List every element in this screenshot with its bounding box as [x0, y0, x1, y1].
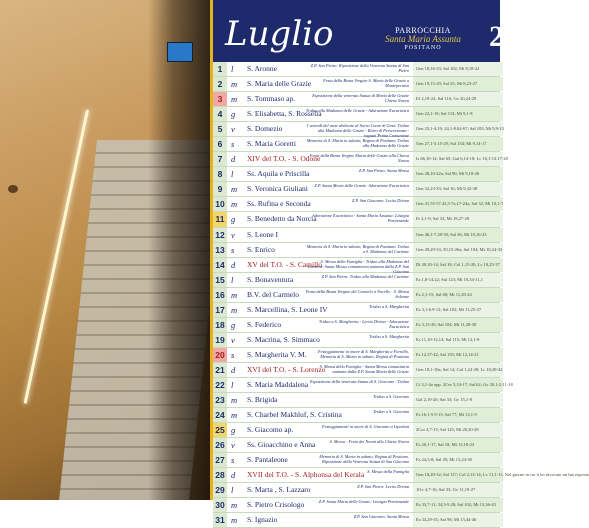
- parish-event: Esposizione della venerata Statua di S. Giacomo - Triduo: [310, 378, 409, 384]
- day-row: [213, 137, 500, 152]
- day-of-week: v: [231, 440, 235, 451]
- saint-name: S. Benedetto da Norcia: [247, 214, 317, 224]
- parish-event: Esposizione della venerata Statua di Maria delle Grazie Chiesa Nuova: [312, 93, 409, 104]
- day-number: 7: [213, 152, 227, 166]
- liturgy-readings: Gen 27,1-5.15-29; Sal 134; Mt 9,14-17: [413, 137, 503, 151]
- day-list: [213, 62, 589, 528]
- day-of-week: g: [231, 425, 236, 436]
- day-number: 28: [213, 468, 227, 482]
- saint-name: S. Domezio: [247, 124, 283, 134]
- day-row: [213, 273, 500, 288]
- liturgy-readings: Gen 18,1-10a; Sal 14; Col 1,24-28; Lc 10,38-42: [413, 363, 503, 377]
- saint-name: Ss. Rufina e Seconda: [247, 199, 311, 209]
- saint-name: XVI del T.O. - S. Lorenzo: [247, 364, 326, 374]
- day-of-week: s: [231, 244, 235, 255]
- saint-name: S. Maria Maddalena: [247, 379, 309, 389]
- parish-event: Memoria di S. Maria in sabato; Regina di Positano. Triduo a S. Madonna del Carmine: [306, 243, 409, 254]
- shadowed-wall: [148, 0, 210, 500]
- liturgy-readings: Ef 2,19-22; Sal 116; Gv 20,24-29: [413, 92, 503, 106]
- day-row: [213, 288, 500, 303]
- parish-event: Z.P. San Pietro: Riposizione della Venerata Statua di San Pietro: [310, 63, 409, 73]
- display-screen: [167, 42, 193, 62]
- saint-name: S. Pantaleone: [247, 455, 288, 465]
- liturgy-readings: 2Cor 4,7-15; Sal 125; Mt 20,20-28: [413, 423, 503, 437]
- day-of-week: m: [231, 79, 238, 90]
- day-row: [213, 333, 500, 348]
- saint-name: B.V. del Carmelo: [247, 289, 299, 299]
- day-number: 12: [213, 228, 227, 242]
- day-of-week: m: [231, 184, 238, 195]
- day-number: 8: [213, 167, 227, 181]
- day-number: 16: [213, 288, 227, 302]
- day-of-week: l: [231, 169, 234, 180]
- day-of-week: g: [231, 214, 236, 225]
- liturgy-readings: Gen 41,55-57.42,5-7a.17-24a; Sal 32; Mt 10,1-7: [413, 197, 503, 211]
- liturgy-readings: 1Gv 4,7-16; Sal 33; Gv 11,19-27: [413, 483, 503, 497]
- day-row: [213, 513, 500, 528]
- liturgy-readings: Dt 30,10-14; Sal 18; Col 1,15-20; Lc 10,25-37: [413, 258, 503, 272]
- liturgy-readings: Es 12,37-42; Sal 135; Mt 12,14-21: [413, 348, 503, 362]
- day-of-week: m: [231, 289, 238, 300]
- liturgy-readings: Es 2,1-15; Sal 68; Mt 11,20-24: [413, 288, 503, 302]
- day-row: [213, 258, 500, 273]
- day-of-week: s: [231, 139, 235, 150]
- liturgy-readings: Es 20,1-17; Sal 18; Mt 13,18-23: [413, 438, 503, 452]
- day-of-week: m: [231, 410, 238, 421]
- parish-event: I venerdì del mese dedicato al Sacro Cuore di Gesù. Triduo alla Madonna delle Grazie - Ritiro di Perseveranza - ragazzi Prima Comunione: [306, 123, 409, 139]
- saint-name: S. Enrico: [247, 244, 275, 254]
- saint-name: S. Ignazio: [247, 515, 278, 525]
- day-row: [213, 468, 589, 483]
- cover-photo-grotto: [0, 0, 210, 500]
- parish-line-1: PARROCCHIA: [395, 26, 451, 35]
- day-number: 9: [213, 182, 227, 196]
- day-number: 30: [213, 498, 227, 512]
- parish-event: Z.P. Santa Maria delle Grazie: Liturgia Penitenziale: [318, 499, 409, 505]
- day-of-week: g: [231, 109, 236, 120]
- day-of-week: s: [231, 455, 235, 466]
- day-number: 31: [213, 513, 227, 527]
- saint-name: S. Leone I: [247, 229, 279, 239]
- saint-name: S. Margherita V. M.: [247, 349, 307, 359]
- day-row: [213, 107, 500, 122]
- liturgy-readings: Es 3,1-6.9-12; Sal 102; Mt 11,25-27: [413, 303, 503, 317]
- day-row: [213, 152, 508, 167]
- month-title: Luglio: [225, 14, 334, 54]
- day-row: [213, 393, 500, 408]
- liturgy-readings: Gen 23,1-4.19; 24,1-8.62-67; Sal 105; Mt 9,9-13: [413, 122, 503, 136]
- day-row: [213, 378, 513, 393]
- liturgy-readings: Gen 28,10-22a; Sal 90; Mt 9,18-26: [413, 167, 503, 181]
- day-number: 24: [213, 408, 227, 422]
- parish-label: [365, 26, 481, 53]
- day-of-week: d: [231, 154, 236, 165]
- saint-name: S. Bonaventura: [247, 274, 294, 284]
- day-of-week: m: [231, 199, 238, 210]
- day-number: 5: [213, 122, 227, 136]
- parish-event: Z.P. San Giacomo: Santa Messa: [353, 514, 409, 520]
- saint-name: S. Brigida: [247, 395, 278, 405]
- liturgy-readings: Es 11,10-12,14; Sal 115; Mt 12,1-8: [413, 333, 503, 347]
- day-of-week: m: [231, 500, 238, 511]
- day-row: [213, 423, 500, 438]
- day-number: 15: [213, 273, 227, 287]
- day-of-week: v: [231, 229, 235, 240]
- liturgy-readings: Gen 18,16-33; Sal 102; Mt 8,18-22: [413, 62, 503, 76]
- day-of-week: m: [231, 304, 238, 315]
- parish-line-3: POSITANO: [404, 45, 442, 51]
- day-of-week: m: [231, 395, 238, 406]
- day-row: [213, 122, 504, 139]
- day-row: [213, 483, 500, 498]
- saint-name: S. Marcellina, S. Leone IV: [247, 304, 328, 314]
- day-row: [213, 212, 500, 227]
- day-row: [213, 453, 500, 468]
- saint-name: S. Maria delle Grazie: [247, 79, 312, 89]
- day-number: 22: [213, 378, 227, 392]
- day-of-week: l: [231, 379, 234, 390]
- day-number: 18: [213, 318, 227, 332]
- day-number: 25: [213, 423, 227, 437]
- parish-event: Festeggiamenti in onore di S. Giacomo a Liparlati: [322, 424, 409, 430]
- parish-event: Adorazione Eucaristica - Santa Maria Assunta: Liturgia Penitenziale: [312, 213, 409, 224]
- day-number: 23: [213, 393, 227, 407]
- day-of-week: m: [231, 515, 238, 526]
- saint-name: S. Elisabetta, S. Rossella: [247, 109, 322, 119]
- day-row: [213, 77, 500, 92]
- day-number: 4: [213, 107, 227, 121]
- day-number: 11: [213, 212, 227, 226]
- parish-line-2: Santa Maria Assunta: [385, 34, 461, 44]
- parish-event: Z.P. San Giacomo: Lectio Divina: [352, 198, 409, 204]
- day-number: 19: [213, 333, 227, 347]
- day-number: 13: [213, 243, 227, 257]
- parish-event: Z.P. San Pietro: Lectio Divina: [357, 484, 409, 490]
- day-of-week: l: [231, 64, 234, 74]
- day-row: [213, 303, 500, 318]
- liturgy-readings: Es 24,3-8; Sal 49; Mt 13,24-30: [413, 453, 503, 467]
- saint-name: S. Pietro Crisologo: [247, 500, 305, 510]
- liturgy-readings: Es 3,13-20; Sal 104; Mt 11,28-30: [413, 318, 503, 332]
- saint-name: S. Veronica Giuliani: [247, 184, 308, 194]
- parish-event: Z.P. San Pietro: Santa Messa: [358, 168, 409, 174]
- parish-event: Festa della Beata Vergine del Carmelo a Nocelle - S. Messa Solenne: [305, 288, 409, 299]
- day-number: 14: [213, 258, 227, 272]
- parish-event: Memoria di S. Maria in sabato; Regina di Positano. Triduo alla Madonna delle Grazie: [306, 138, 409, 149]
- day-row: [213, 62, 500, 77]
- day-row: [213, 167, 500, 182]
- day-of-week: l: [231, 274, 234, 285]
- rock-hollow: [8, 185, 18, 193]
- day-row: [213, 438, 500, 453]
- liturgy-readings: Gen 49,29-33; 50,15-26a; Sal 104; Mt 10,24-33: [413, 243, 503, 257]
- saint-name: XVII del T.O. - S. Alphonsa del Kerala: [247, 470, 365, 480]
- saint-name: S. Federico: [247, 319, 282, 329]
- day-row: [213, 363, 503, 378]
- day-row: [213, 92, 500, 107]
- parish-event: Festa della Beata Vergine Maria delle Grazie alla Chiesa Nuova: [309, 153, 409, 164]
- liturgy-readings: Es 16,1-5.9-15; Sal 77; Mt 13,1-9: [413, 408, 503, 422]
- day-row: [213, 498, 500, 513]
- parish-event: S. Messa della Famiglia - Santa Messa comunitaria animata dalla Z.P. Santa Maria delle Grazie: [319, 363, 409, 374]
- parish-event: Triduo a S. Giacomo: [373, 394, 409, 400]
- saint-name: S. Macrina, S. Simmaco: [247, 334, 320, 344]
- day-number: 26: [213, 438, 227, 452]
- day-of-week: m: [231, 94, 238, 105]
- day-of-week: v: [231, 334, 235, 345]
- day-of-week: d: [231, 364, 236, 375]
- day-of-week: s: [231, 349, 235, 360]
- parish-event: S. Messa della Famiglia: [367, 469, 409, 475]
- day-number: 2: [213, 77, 227, 91]
- parish-event: Memoria di S. Maria in sabato; Regina di Positano. Riposizione della Venerata Statua di San Giacomo: [319, 454, 409, 465]
- liturgy-readings: Gen 46,1-7.28-30; Sal 36; Mt 10,16-23: [413, 228, 503, 242]
- day-row: [213, 182, 500, 197]
- saint-name: S. Tommaso ap.: [247, 94, 296, 104]
- liturgy-readings: Es 34,29-35; Sal 98; Mt 13,44-46: [413, 513, 503, 527]
- day-row: [213, 318, 500, 333]
- day-number: 10: [213, 197, 227, 211]
- day-of-week: d: [231, 259, 236, 270]
- day-number: 27: [213, 453, 227, 467]
- parish-event: Triduo alla Madonna delle Grazie - Adorazione Eucaristica: [305, 108, 409, 114]
- day-number: 17: [213, 303, 227, 317]
- day-of-week: l: [231, 485, 234, 496]
- day-number: 29: [213, 483, 227, 497]
- parish-event: Z.P. San Pietro: Triduo alla Madonna del Carmine: [321, 273, 409, 279]
- saint-name: S. Marta , S. Lazzaro: [247, 485, 311, 495]
- liturgy-readings: Gen 19,15-29; Sal 25; Mt 8,23-27: [413, 77, 503, 91]
- parish-event: Festa della Beata Vergine S. Maria delle Grazie a Montepertuso: [323, 78, 409, 89]
- parish-event: Festeggiamenti in onore di S. Margherita a Fornillo. Memoria di S. Maria in sabato; Regina di Positano: [318, 348, 409, 359]
- day-number: 21: [213, 363, 227, 377]
- saint-name: XV del T.O. - S. Camillo: [247, 259, 322, 269]
- parish-event: S. Messa - Festa dei Nonni alla Chiesa Nuova: [329, 439, 409, 445]
- day-number: 1: [213, 62, 227, 76]
- day-number: 20: [213, 348, 227, 362]
- parish-event: Z.P. Santa Maria delle Grazie: Adorazione Eucaristica: [314, 183, 409, 189]
- day-row: [213, 408, 500, 423]
- parish-event: Triduo a S. Giacomo: [373, 409, 409, 415]
- parish-event: S. Messa della Famiglia - Triduo alla Madonna del Carmine. Santa Messa comunitaria animata dalla Z.P. San Giacomo: [307, 258, 409, 274]
- calendar-header: [213, 0, 504, 62]
- saint-name: Ss. Gioacchino e Anna: [247, 440, 316, 450]
- liturgy-readings: Gen 32,23-33; Sal 16; Mt 9,32-38: [413, 182, 503, 196]
- liturgy-readings: Es 33,7-11; 34,5-9.28; Sal 102; Mt 13,36-43: [413, 498, 503, 512]
- day-of-week: d: [231, 470, 236, 481]
- day-row: [213, 197, 504, 212]
- saint-name: Ss. Aquila e Priscilla: [247, 169, 310, 179]
- day-row: [213, 228, 500, 243]
- parish-event: Triduo a S. Margherita - Lectio Divina - Adorazione Eucaristica: [318, 318, 409, 329]
- day-row: [213, 243, 503, 258]
- liturgy-readings: Is 66,10-14; Sal 65; Gal 6,14-18; Lc 10,1-12.17-20: [413, 152, 503, 166]
- day-number: 3: [213, 92, 227, 106]
- liturgy-readings: Pr 2,1-9; Sal 33; Mt 19,27-29: [413, 212, 503, 226]
- saint-name: S. Maria Goretti: [247, 139, 296, 149]
- liturgy-readings: Es 1,8-14.22; Sal 123; Mt 10,34-11,1: [413, 273, 503, 287]
- day-of-week: g: [231, 319, 236, 330]
- liturgy-readings: Gen 22,1-19; Sal 114; Mt 9,1-8: [413, 107, 503, 121]
- saint-name: S. Charbel Makhluf, S. Cristina: [247, 410, 342, 420]
- parish-event: Triduo a S. Margherita: [369, 303, 409, 309]
- calendar-page: [213, 0, 589, 526]
- saint-name: XIV del T.O. - S. Odone: [247, 154, 321, 164]
- day-of-week: v: [231, 124, 235, 135]
- liturgy-readings: Ct 3,1-4a opp. 2Cor 5,14-17; Sal 62; Gv 20,1-2.11-18: [413, 378, 503, 392]
- day-number: 6: [213, 137, 227, 151]
- liturgy-readings: Gen 18,20-32; Sal 137; Col 2,12-14; Lc 11,1-13. Nel giorno in cui ti ho invocato mi hai risposto: [413, 468, 503, 482]
- saint-name: S. Aronne: [247, 64, 277, 73]
- parish-event: Triduo a S. Margherita: [369, 333, 409, 339]
- liturgy-readings: Gal 2,19-20; Sal 33; Gv 15,1-8: [413, 393, 503, 407]
- year-label: 2: [489, 20, 504, 53]
- saint-name: S. Giacomo ap.: [247, 425, 294, 435]
- day-row: [213, 348, 500, 363]
